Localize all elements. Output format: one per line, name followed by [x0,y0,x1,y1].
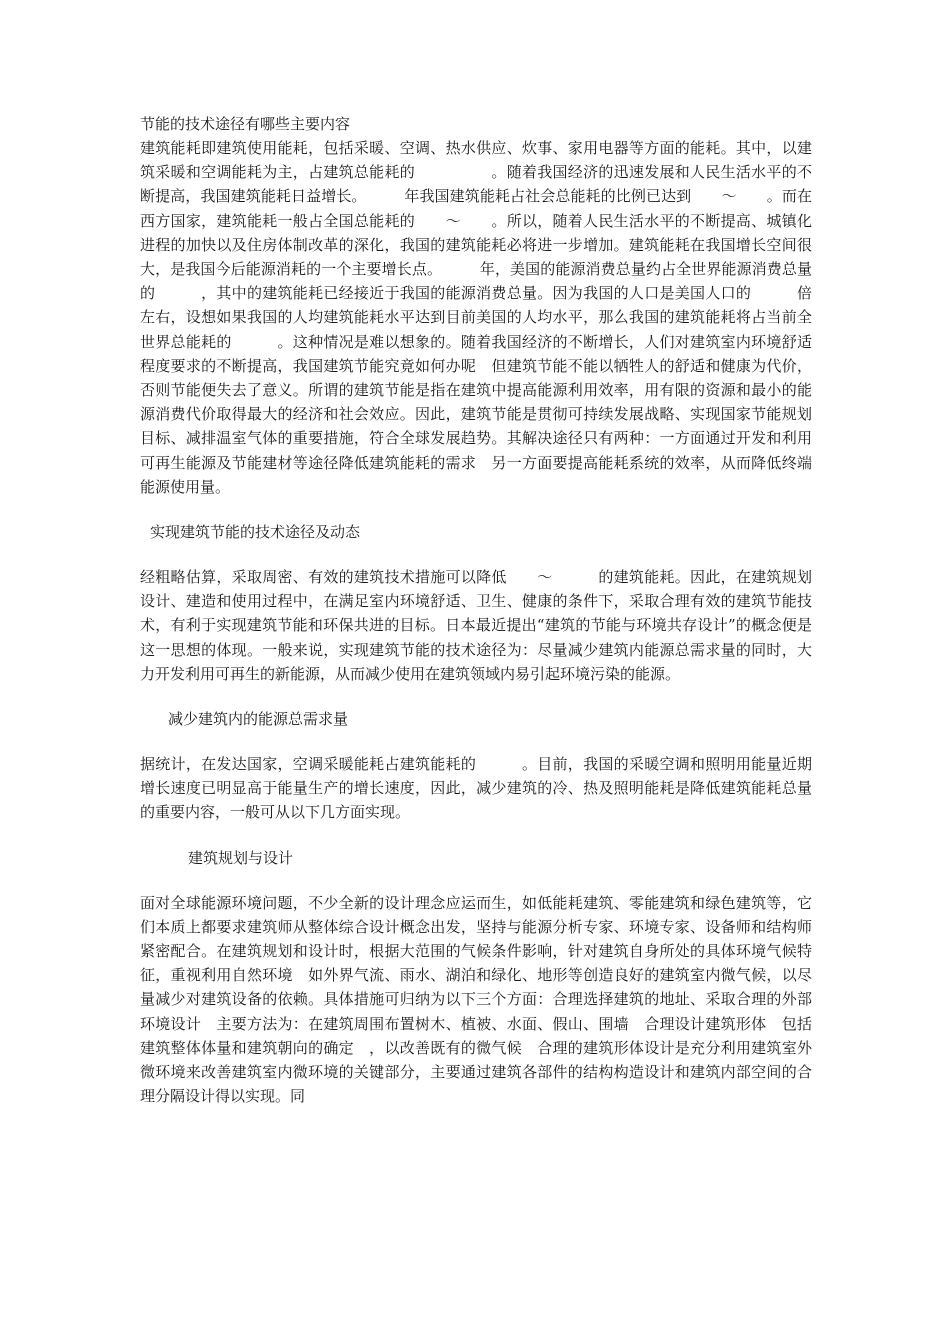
section-paragraph-planning-and-design: 面对全球能源环境问题，不少全新的设计理念应运而生，如低能耗建筑、零能建筑和绿色建筑等，它们本质上都要求建筑师从整体综合设计概念出发，坚持与能源分析专家、环境专家、设备师和结构师紧密配合。在建筑规划和设计时，根据大范围的气候条件影响，针对建筑自身所处的具体环境气候特征，重视利用自然环境 如外界气流、雨水、湖泊和绿化、地形等创造良好的建筑室内微气候，以尽量减少对建筑设备的依赖。具体措施可归纳为以下三个方面：合理选择建筑的地址、采取合理的外部环境设计 主要方法为：在建筑周围布置树木、植被、水面、假山、围墙 合理设计建筑形体 包括建筑整体体量和建筑朝向的确定 ，以改善既有的微气候 合理的建筑形体设计是充分利用建筑室外微环境来改善建筑室内微环境的关键部分，主要通过建筑各部件的结构构造设计和建筑内部空间的合理分隔设计得以实现。同 [140,893,812,1106]
document-title: 节能的技术途径有哪些主要内容 [140,115,351,133]
section-heading-reduce-energy-demand: 减少建筑内的能源总需求量 [168,710,349,729]
section-paragraph-technical-approaches: 经粗略估算，采取周密、有效的建筑技术措施可以降低 ～ 的建筑能耗。因此，在建筑规划设计、建造和使用过程中，在满足室内环境舒适、卫生、健康的条件下，采取合理有效的建筑节能技术，有利于实现建筑节能和环保共进的目标。日本最近提出“建筑的节能与环境共存设计”的概念便是这一思想的体现。一般来说，实现建筑节能的技术途径为：尽量减少建筑内能源总需求量的同时，大力开发利用可再生的新能源，从而减少使用在建筑领域内易引起环境污染的能源。 [140,568,812,683]
intro-paragraph: 建筑能耗即建筑使用能耗，包括采暖、空调、热水供应、炊事、家用电器等方面的能耗。其中，以建筑采暖和空调能耗为主，占建筑总能耗的 。随着我国经济的迅速发展和人民生活水平的不断提高，我国建筑能耗日益增长。 年我国建筑能耗占社会总能耗的比例已达到 ～ 。而在西方国家，建筑能耗一般占全国总能耗的 ～ 。所以，随着人民生活水平的不断提高、城镇化进程的加快以及住房体制改革的深化，我国的建筑能耗必将进一步增加。建筑能耗在我国增长空间很大，是我国今后能源消耗的一个主要增长点。 年，美国的能源消费总量约占全世界能源消费总量的 ，其中的建筑能耗已经接近于我国的能源消费总量。因为我国的人口是美国人口的 倍左右，设想如果我国的人均建筑能耗水平达到目前美国的人均水平，那么我国的建筑能耗将占当前全世界总能耗的 。这种情况是难以想象的。随着我国经济的不断增长，人们对建筑室内环境舒适程度要求的不断提高，我国建筑节能究竟如何办呢 但建筑节能不能以牺牲人的舒适和健康为代价，否则节能便失去了意义。所谓的建筑节能是指在建筑中提高能源利用效率，用有限的资源和最小的能源消费代价取得最大的经济和社会效应。因此，建筑节能是贯彻可持续发展战略、实现国家节能规划目标、减排温室气体的重要措施，符合全球发展趋势。其解决途径只有两种：一方面通过开发和利用可再生能源及节能建材等途径降低建筑能耗的需求 另一方面要提高能耗系统的效率，从而降低终端能源使用量。 [140,139,812,496]
section-heading-technical-approaches: 实现建筑节能的技术途径及动态 [150,523,361,542]
section-heading-planning-and-design: 建筑规划与设计 [188,848,294,867]
section-paragraph-reduce-energy-demand: 据统计，在发达国家，空调采暖能耗占建筑能耗的 。目前，我国的采暖空调和照明用能量近期增长速度已明显高于能量生产的增长速度，因此，减少建筑的冷、热及照明能耗是降低建筑能耗总量的重要内容，一般可从以下几方面实现。 [140,755,812,822]
document-page [140,112,812,1109]
